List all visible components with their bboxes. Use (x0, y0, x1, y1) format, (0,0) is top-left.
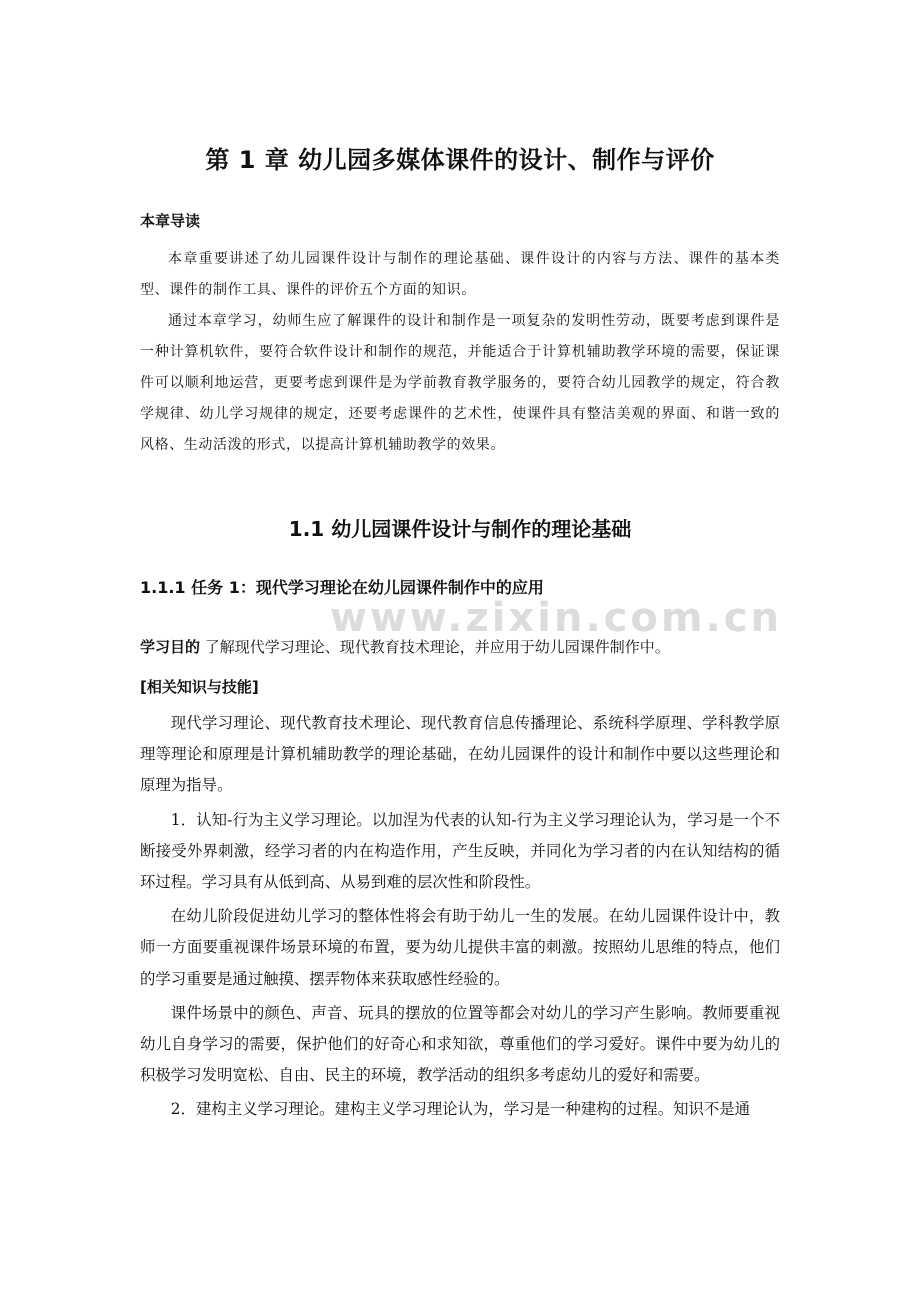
body-paragraph: 在幼儿阶段促进幼儿学习的整体性将会有助于幼儿一生的发展。在幼儿园课件设计中，教师一方面要重视课件场景环境的布置，要为幼儿提供丰富的刺激。按照幼儿思维的特点，他们的学习重要是通过触摸、摆弄物体来获取感性经验的。 (140, 907, 780, 988)
intro-paragraph: 通过本章学习，幼师生应了解课件的设计和制作是一项复杂的发明性劳动，既要考虑到课件是一种计算机软件，要符合软件设计和制作的规范，并能适合于计算机辅助教学环境的需要，保证课件可以顺利地运营，更要考虑到课件是为学前教育教学服务的，要符合幼儿园教学的规定，符合教学规律、幼儿学习规律的规定，还要考虑课件的艺术性，使课件具有整洁美观的界面、和谐一致的风格、生动活泼的形式，以提高计算机辅助教学的效果。 (140, 313, 780, 453)
chapter-guide-label: 本章导读 (140, 212, 201, 230)
objective-label: 学习目的 (140, 638, 201, 656)
body-paragraph: 1．认知-行为主义学习理论。以加涅为代表的认知-行为主义学习理论认为，学习是一个不断接受外界刺激，经学习者的内在构造作用，产生反映，并同化为学习者的内在认知结构的循环过程。学习具有从低到高、从易到难的层次性和阶段性。 (140, 810, 780, 892)
subsection-title: 1.1.1 任务 1：现代学习理论在幼儿园课件制作中的应用 (140, 578, 544, 597)
chapter-guide-text (140, 244, 780, 461)
body-paragraph: 现代学习理论、现代教育技术理论、现代教育信息传播理论、系统科学原理、学科教学原理等理论和原理是计算机辅助教学的理论基础，在幼儿园课件的设计和制作中要以这些理论和原理为指导。 (140, 714, 780, 795)
objective-text: 了解现代学习理论、现代教育技术理论，并应用于幼儿园课件制作中。 (200, 638, 670, 656)
intro-paragraph: 本章重要讲述了幼儿园课件设计与制作的理论基础、课件设计的内容与方法、课件的基本类型、课件的制作工具、课件的评价五个方面的知识。 (140, 251, 780, 298)
body-paragraph: 课件场景中的颜色、声音、玩具的摆放的位置等都会对幼儿的学习产生影响。教师要重视幼儿自身学习的需要，保护他们的好奇心和求知欲，尊重他们的学习爱好。课件中要为幼儿的积极学习发明宽松、自由、民主的环境，教学活动的组织多考虑幼儿的爱好和需要。 (140, 1003, 780, 1085)
body-text (140, 708, 780, 1126)
learning-objective (140, 636, 780, 657)
watermark: www.zixin.com.cn (330, 595, 782, 641)
section-title: 1.1 幼儿园课件设计与制作的理论基础 (288, 517, 632, 541)
knowledge-skills-label: [相关知识与技能] (140, 678, 259, 696)
chapter-title: 第 1 章 幼儿园多媒体课件的设计、制作与评价 (205, 146, 715, 174)
body-paragraph: 2．建构主义学习理论。建构主义学习理论认为，学习是一种建构的过程。知识不是通 (170, 1100, 751, 1119)
